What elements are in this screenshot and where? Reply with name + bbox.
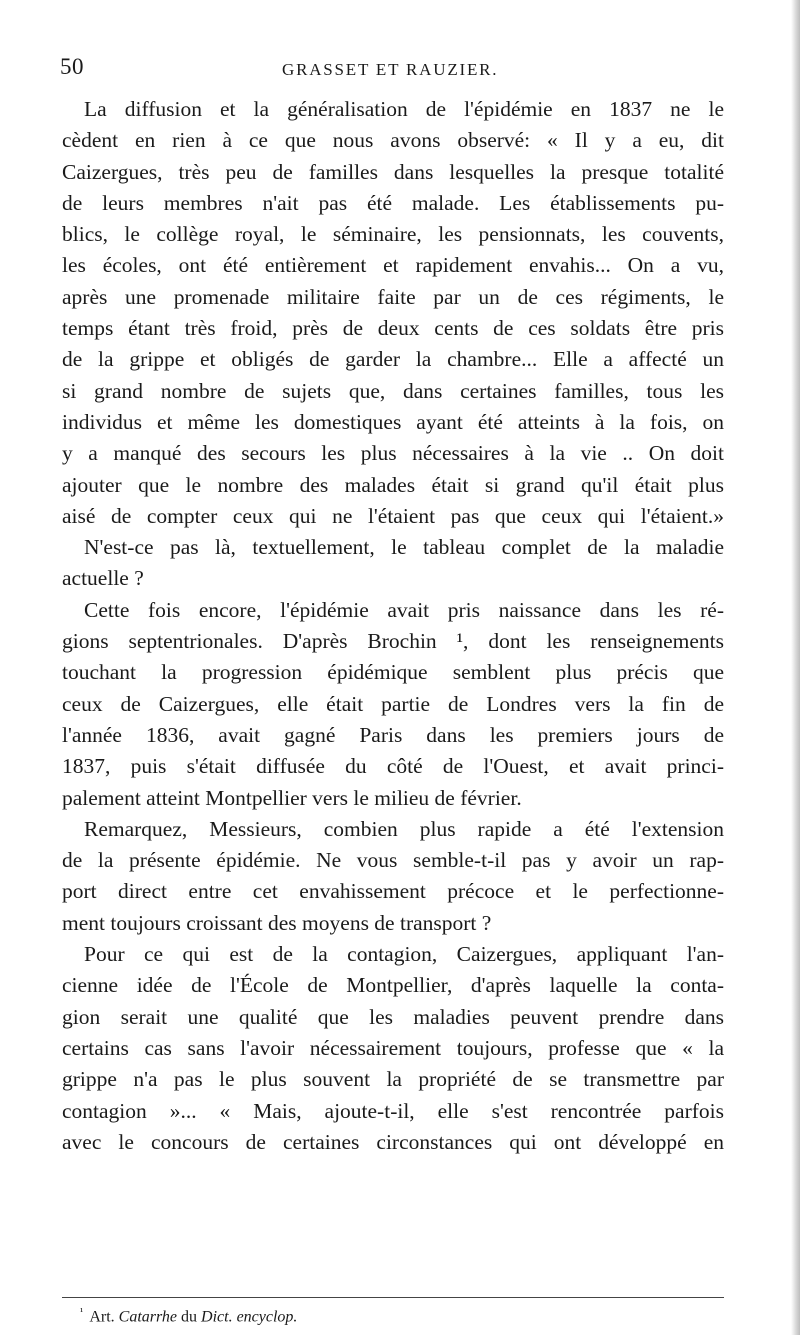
text-line: touchant la progression épidémique semblent plus précis que	[62, 660, 724, 685]
footnote-middle: du	[181, 1308, 198, 1326]
text-line: de la grippe et obligés de garder la chambre... Elle a affecté un	[62, 347, 724, 372]
text-line: 1837, puis s'était diffusée du côté de l'Ouest, et avait princi-	[62, 754, 724, 779]
text-line: actuelle ?	[62, 566, 144, 591]
text-line: si grand nombre de sujets que, dans certaines familles, tous les	[62, 378, 724, 403]
text-line: les écoles, ont été entièrement et rapidement envahis... On a vu,	[62, 253, 724, 278]
text-line: de leurs membres n'ait pas été malade. Les établissements pu-	[62, 190, 724, 215]
text-line: port direct entre cet envahissement précoce et le perfectionne-	[62, 879, 724, 904]
running-head: GRASSET ET RAUZIER.	[282, 60, 499, 79]
text-line: Pour ce qui est de la contagion, Caizergues, appliquant l'an-	[84, 942, 724, 967]
footnote-source: Dict. encyclop.	[201, 1308, 298, 1326]
text-line: blics, le collège royal, le séminaire, les pensionnats, les couvents,	[62, 222, 724, 247]
text-line: N'est-ce pas là, textuellement, le tableau complet de la maladie	[84, 535, 724, 560]
text-line: palement atteint Montpellier vers le milieu de février.	[62, 785, 522, 810]
text-line: cienne idée de l'École de Montpellier, d'après laquelle la conta-	[62, 973, 724, 998]
footnote-rule	[62, 1297, 724, 1298]
text-line: aisé de compter ceux qui ne l'étaient pas que ceux qui l'étaient.»	[62, 503, 724, 528]
text-line: contagion »... « Mais, ajoute-t-il, elle s'est rencontrée parfois	[62, 1098, 724, 1123]
text-line: de la présente épidémie. Ne vous semble-t-il pas y avoir un rap-	[62, 848, 724, 873]
footnote-marker: ¹	[80, 1306, 84, 1318]
text-line: avec le concours de certaines circonstances qui ont développé en	[62, 1129, 724, 1154]
body-text	[62, 94, 724, 1158]
text-line: gions septentrionales. D'après Brochin ¹, dont les renseignements	[62, 629, 724, 654]
footnote-prefix: Art.	[89, 1308, 115, 1326]
text-line: Remarquez, Messieurs, combien plus rapide a été l'extension	[84, 816, 724, 841]
text-line: La diffusion et la généralisation de l'épidémie en 1837 ne le	[84, 97, 724, 121]
text-line: temps étant très froid, près de deux cents de ces soldats être pris	[62, 316, 724, 341]
text-line: ceux de Caizergues, elle était partie de Londres vers la fin de	[62, 691, 724, 716]
page-edge-shadow	[791, 0, 800, 1335]
text-line: grippe n'a pas le plus souvent la propriété de se transmettre par	[62, 1067, 724, 1092]
text-line: individus et même les domestiques ayant été atteints à la fois, on	[62, 409, 724, 434]
text-line: certains cas sans l'avoir nécessairement toujours, professe que « la	[62, 1035, 724, 1060]
footnote	[80, 1306, 297, 1326]
text-line: cèdent en rien à ce que nous avons observé: « Il y a eu, dit	[62, 128, 724, 153]
text-line: Cette fois encore, l'épidémie avait pris naissance dans les ré-	[84, 597, 724, 622]
text-line: après une promenade militaire faite par un de ces régiments, le	[62, 284, 724, 309]
text-line: l'année 1836, avait gagné Paris dans les premiers jours de	[62, 722, 724, 747]
footnote-article-title: Catarrhe	[118, 1308, 178, 1326]
page-header	[60, 48, 700, 88]
text-line: ment toujours croissant des moyens de transport ?	[62, 910, 492, 935]
page-number: 50	[60, 54, 84, 79]
text-line: ajouter que le nombre des malades était si grand qu'il était plus	[62, 472, 724, 497]
text-line: y a manqué des secours les plus nécessaires à la vie .. On doit	[62, 441, 724, 466]
text-line: gion serait une qualité que les maladies peuvent prendre dans	[62, 1004, 724, 1029]
text-line: Caizergues, très peu de familles dans lesquelles la presque totalité	[62, 159, 724, 184]
